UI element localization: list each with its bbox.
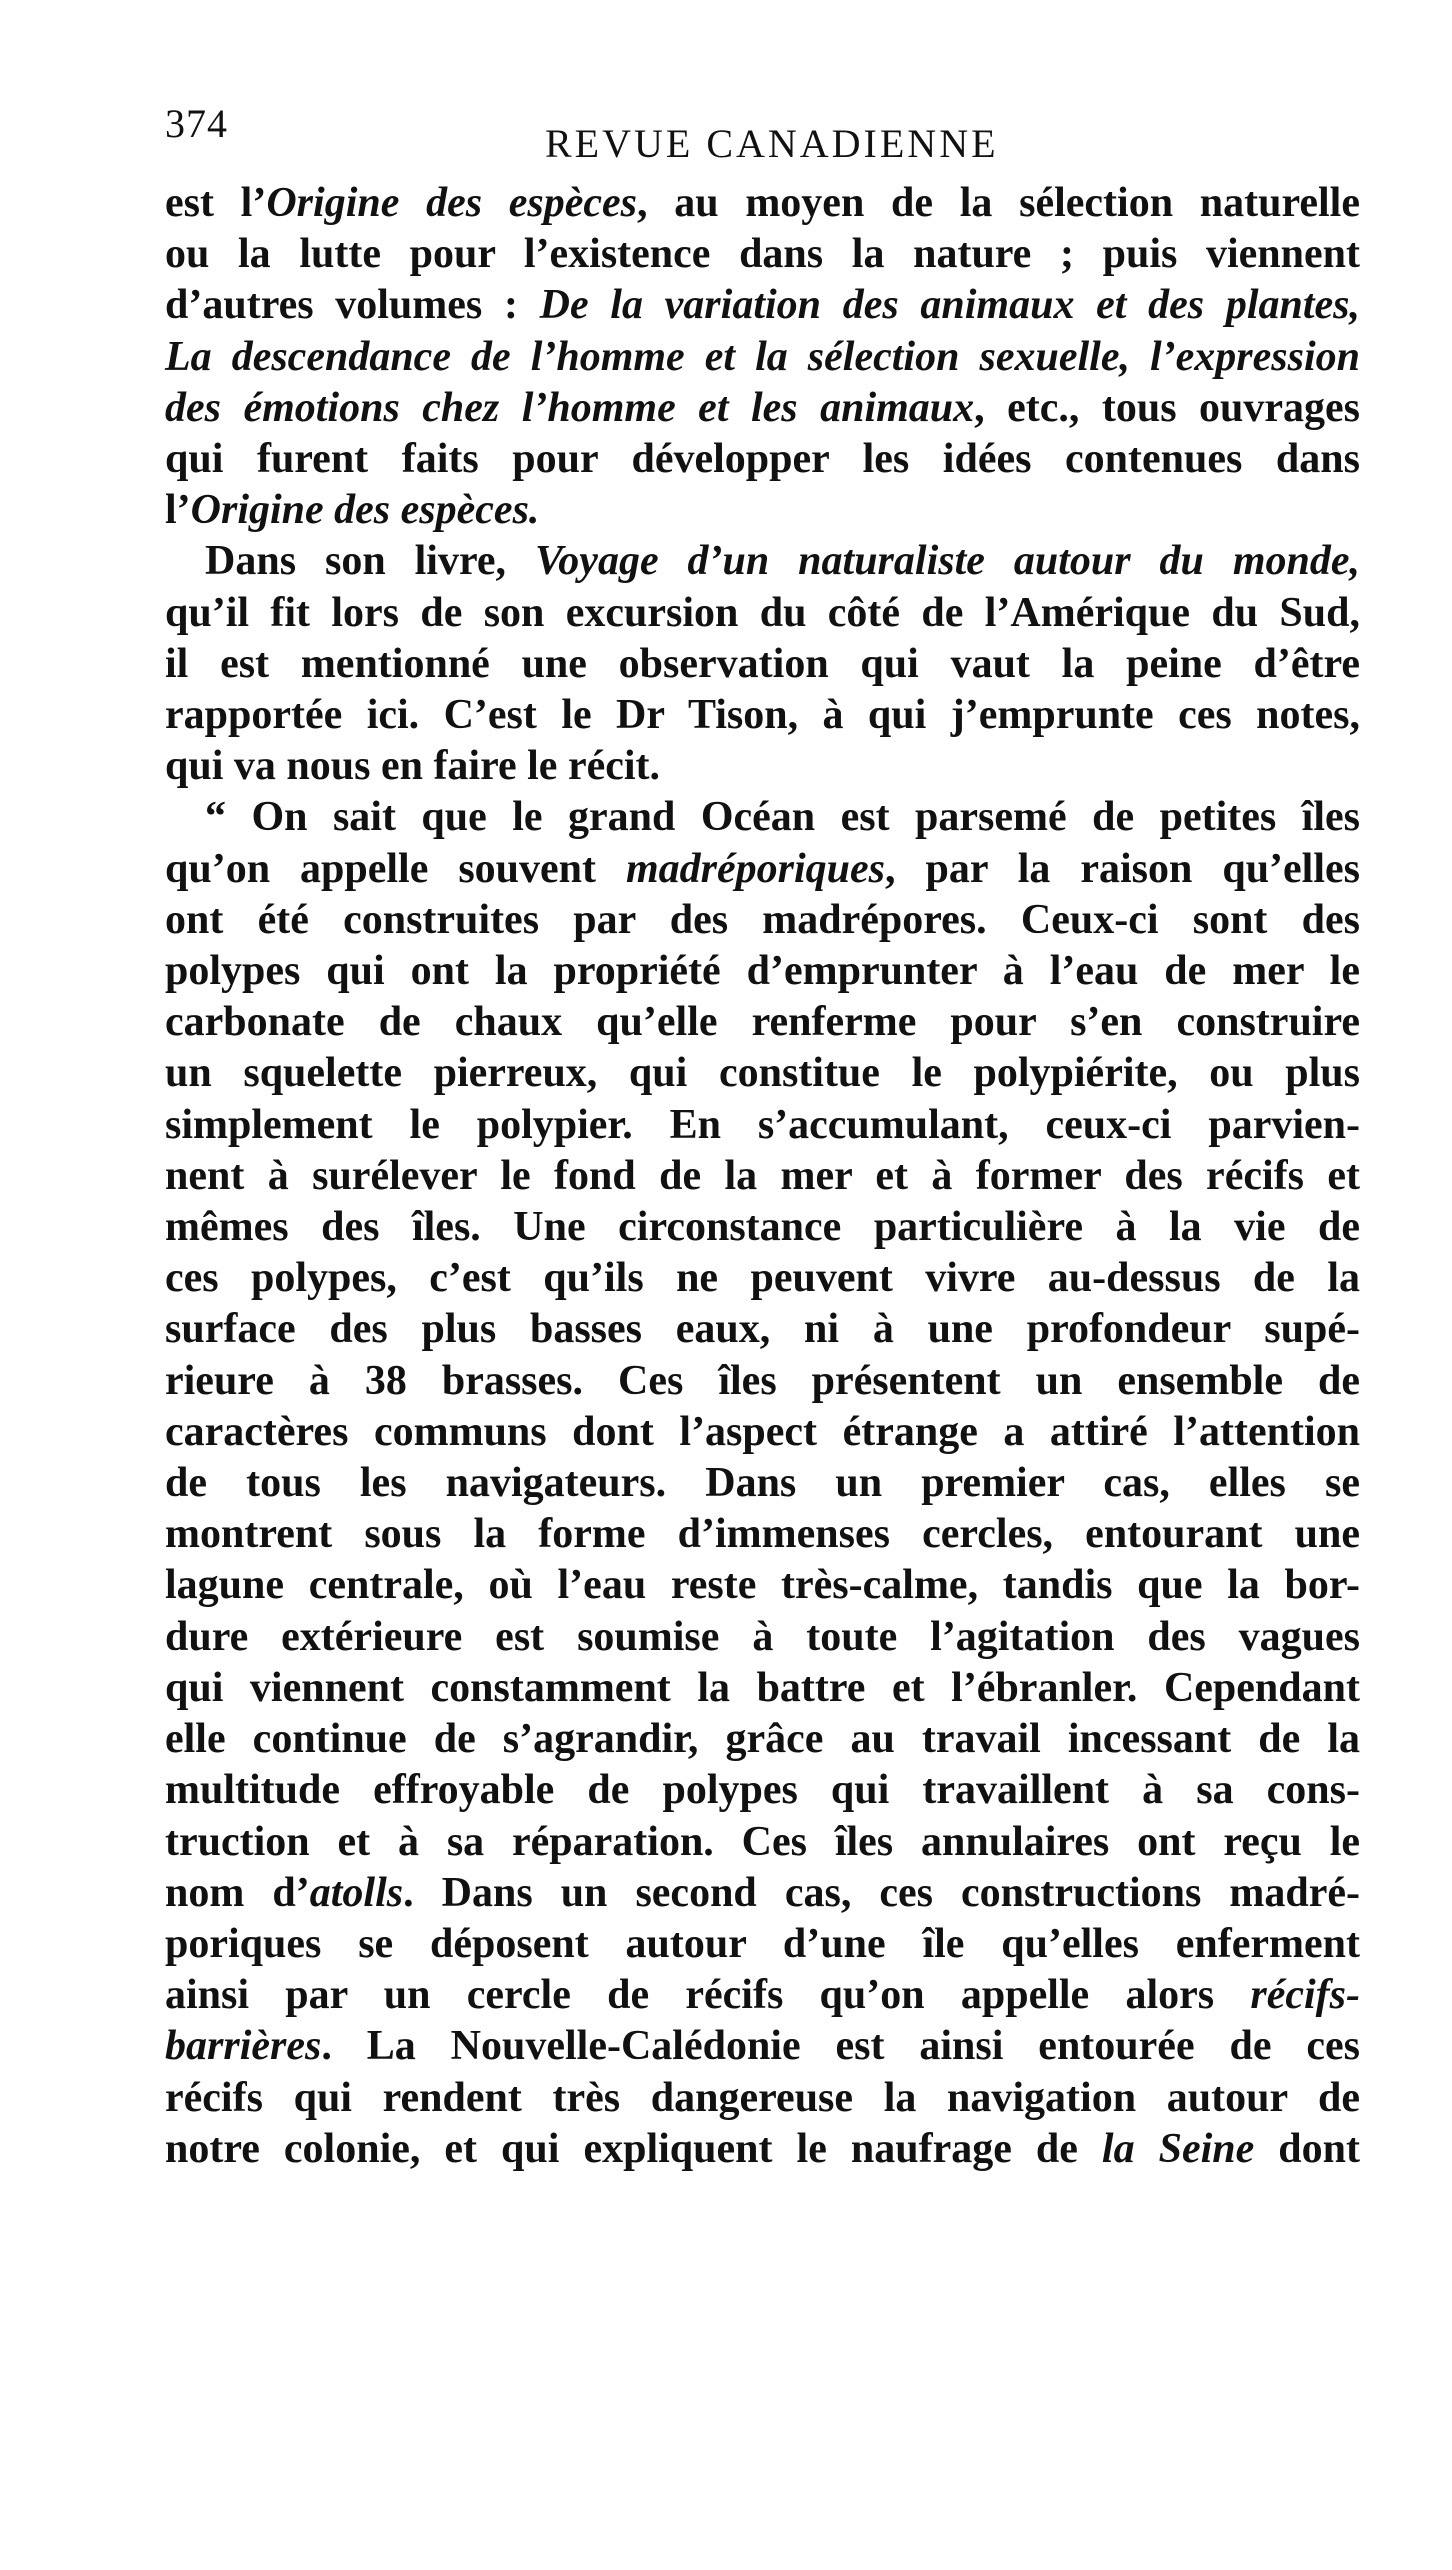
text-line — [165, 1868, 1360, 1919]
text-line — [165, 1356, 1360, 1407]
text-span: qui va nous en faire le récit. — [165, 743, 661, 790]
text-span: . La Nouvelle-Calédonie est ainsi entourée de ces — [321, 2023, 1360, 2070]
text-span: , par la raison qu’elles — [885, 845, 1361, 892]
text-span: mêmes des îles. Une circonstance particulière à la vie de — [165, 1204, 1360, 1251]
text-span: rieure à 38 brasses. Ces îles présentent un ensemble de — [165, 1357, 1360, 1404]
text-line — [165, 1612, 1360, 1663]
text-line — [165, 741, 1360, 792]
text-line — [165, 485, 1360, 536]
text-span: qui viennent constamment la battre et l’ébranler. Cependant — [165, 1664, 1360, 1711]
text-span: ces polypes, c’est qu’ils ne peuvent vivre au-dessus de la — [165, 1255, 1360, 1302]
text-line — [165, 1253, 1360, 1304]
text-span: qu’on appelle souvent — [165, 845, 627, 892]
italic-text: des émotions chez l’homme et les animaux — [165, 384, 975, 431]
text-span: qui furent faits pour développer les idées contenues dans — [165, 436, 1360, 483]
text-span: de tous les navigateurs. Dans un premier cas, elles se — [165, 1460, 1360, 1507]
text-line — [165, 280, 1360, 331]
text-line — [165, 2073, 1360, 2124]
text-line — [165, 1100, 1360, 1151]
text-line — [165, 1663, 1360, 1714]
text-span: lagune centrale, où l’eau reste très-calme, tandis que la bor- — [165, 1562, 1360, 1609]
text-line — [165, 997, 1360, 1048]
text-line — [165, 690, 1360, 741]
text-span: montrent sous la forme d’immenses cercles, entourant une — [165, 1511, 1360, 1558]
page-number: 374 — [165, 101, 228, 146]
text-line — [165, 1407, 1360, 1458]
text-span: rapportée ici. C’est le Dr Tison, à qui j’emprunte ces notes, — [165, 692, 1360, 739]
text-span: “ On sait que le grand Océan est parsemé de petites îles — [205, 794, 1360, 841]
text-line — [165, 1509, 1360, 1560]
text-span: elle continue de s’agrandir, grâce au travail incessant de la — [165, 1716, 1360, 1763]
text-line — [165, 1765, 1360, 1816]
text-line — [165, 383, 1360, 434]
text-span: dure extérieure est soumise à toute l’agitation des vagues — [165, 1613, 1360, 1660]
text-span: récifs qui rendent très dangereuse la navigation autour de — [165, 2074, 1360, 2121]
text-line — [165, 1919, 1360, 1970]
text-line — [165, 1817, 1360, 1868]
text-span: ou la lutte pour l’existence dans la nature ; puis viennent — [165, 231, 1360, 278]
italic-text: la Seine — [1101, 2125, 1255, 2172]
text-line — [165, 1202, 1360, 1253]
text-span: caractères communs dont l’aspect étrange a attiré l’attention — [165, 1408, 1360, 1455]
page-header — [165, 100, 1360, 170]
italic-text: Origine des espèces — [266, 180, 638, 226]
text-line — [165, 588, 1360, 639]
text-line — [165, 536, 1360, 587]
text-span: Dans son livre, — [205, 538, 535, 585]
text-span: . Dans un second cas, ces constructions madré- — [403, 1869, 1360, 1916]
text-span: dont — [1254, 2125, 1361, 2172]
text-line — [165, 2124, 1360, 2175]
text-line — [165, 1560, 1360, 1611]
text-line — [165, 792, 1360, 843]
italic-text: barrières — [165, 2023, 322, 2070]
text-line — [165, 178, 1360, 229]
text-line — [165, 332, 1360, 383]
text-line — [165, 2021, 1360, 2072]
text-span: multitude effroyable de polypes qui travaillent à sa cons- — [165, 1767, 1360, 1814]
text-line — [165, 844, 1360, 895]
text-span: notre colonie, et qui expliquent le naufrage de — [165, 2125, 1102, 2172]
text-line — [165, 639, 1360, 690]
italic-text: récifs- — [1250, 1972, 1360, 2019]
text-span: surface des plus basses eaux, ni à une profondeur supé- — [165, 1306, 1360, 1353]
italic-text: Voyage d’un naturaliste autour du monde, — [534, 538, 1360, 585]
text-span: l’ — [165, 487, 191, 534]
text-span: d’autres volumes : — [165, 282, 540, 329]
text-span: nent à surélever le fond de la mer et à former des récifs et — [165, 1152, 1360, 1199]
text-span: il est mentionné une observation qui vaut la peine d’être — [165, 640, 1360, 687]
text-span: poriques se déposent autour d’une île qu’elles enferment — [165, 1920, 1360, 1967]
italic-text: De la variation des animaux et des plantes, — [539, 282, 1361, 329]
body-text — [165, 178, 1360, 2175]
text-span: un squelette pierreux, qui constitue le polypiérite, ou plus — [165, 1050, 1360, 1097]
text-line — [165, 229, 1360, 280]
text-line — [165, 1304, 1360, 1355]
text-line — [165, 946, 1360, 997]
text-span: , au moyen de la sélection naturelle — [637, 180, 1360, 226]
text-span: , etc., tous ouvrages — [974, 384, 1360, 431]
text-span: ont été construites par des madrépores. Ceux-ci sont des — [165, 896, 1360, 943]
italic-text: Origine des espèces. — [190, 487, 540, 534]
text-line — [165, 1048, 1360, 1099]
text-span: truction et à sa réparation. Ces îles annulaires ont reçu le — [165, 1818, 1360, 1865]
italic-text: La descendance de l’homme et la sélection sexuelle, l’expression — [165, 333, 1360, 380]
text-line — [165, 1714, 1360, 1765]
text-span: qu’il fit lors de son excursion du côté de l’Amérique du Sud, — [165, 589, 1360, 636]
text-line — [165, 434, 1360, 485]
text-line — [165, 1151, 1360, 1202]
text-span: est l’ — [165, 180, 267, 226]
italic-text: madréporiques — [626, 845, 886, 892]
text-span: carbonate de chaux qu’elle renferme pour s’en construire — [165, 999, 1360, 1046]
text-span: nom d’ — [165, 1869, 310, 1916]
italic-text: atolls — [309, 1869, 404, 1916]
running-title: REVUE CANADIENNE — [545, 121, 999, 166]
text-span: polypes qui ont la propriété d’emprunter à l’eau de mer le — [165, 948, 1360, 995]
text-span: ainsi par un cercle de récifs qu’on appelle alors — [165, 1972, 1251, 2019]
text-line — [165, 895, 1360, 946]
text-span: simplement le polypier. En s’accumulant, ceux-ci parvien- — [165, 1101, 1360, 1148]
text-line — [165, 1970, 1360, 2021]
text-line — [165, 1458, 1360, 1509]
